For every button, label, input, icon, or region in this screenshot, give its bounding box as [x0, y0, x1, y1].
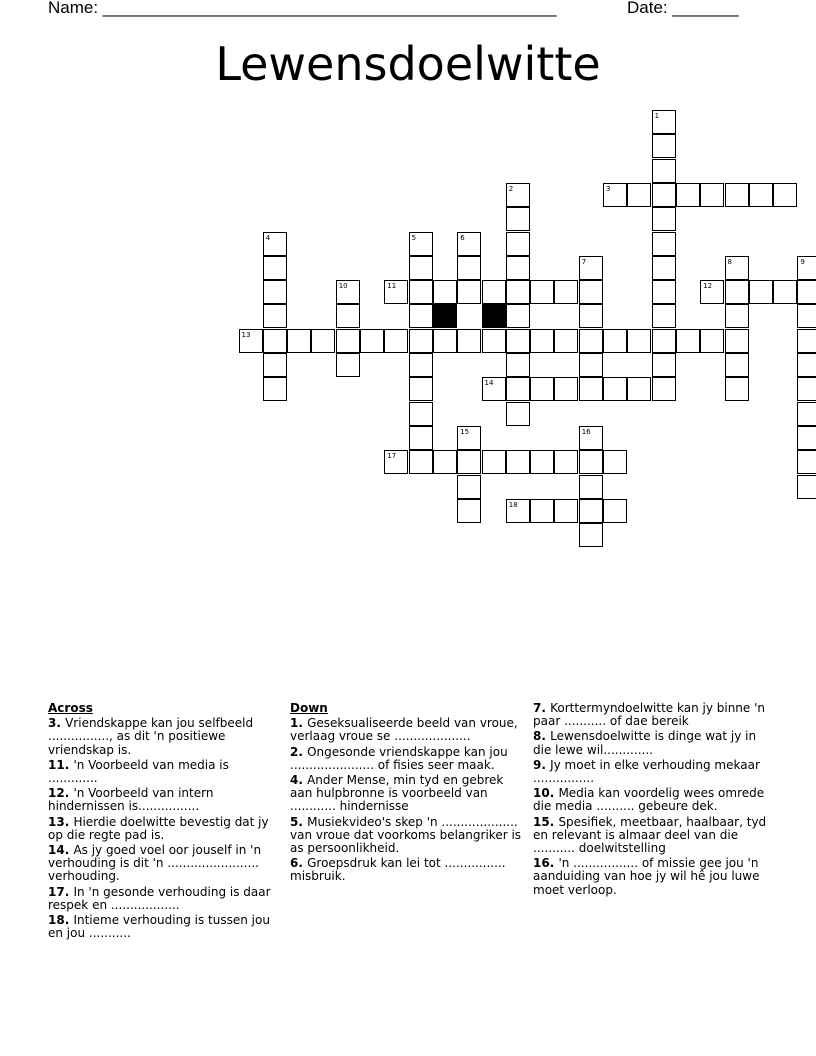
clue-item [48, 844, 278, 884]
across-heading: Across [48, 701, 93, 715]
clue-number: 2 [508, 184, 514, 193]
grid-cell[interactable] [263, 353, 287, 377]
grid-cell[interactable] [336, 353, 360, 377]
grid-cell[interactable] [506, 402, 530, 426]
clue-item [533, 857, 769, 897]
down-clue-list [290, 717, 522, 883]
grid-cell[interactable] [506, 499, 530, 523]
puzzle-title: Lewensdoelwitte [215, 37, 601, 91]
grid-cell[interactable] [506, 183, 530, 207]
clue-number: 7 [581, 257, 587, 266]
grid-cell[interactable] [725, 256, 749, 280]
clue-number: 12 [703, 282, 713, 291]
grid-cell[interactable] [652, 353, 676, 377]
clues-down-column [290, 702, 522, 886]
grid-cell[interactable] [433, 329, 457, 353]
grid-cell[interactable] [506, 207, 530, 231]
clue-item-text: Vriendskappe kan jou selfbeeld ................, as dit 'n positiewe vriendskap is. [48, 716, 254, 757]
clue-item-text: Groepsdruk kan lei tot ................ misbruik. [290, 856, 506, 884]
grid-cell[interactable] [652, 110, 676, 134]
clue-item-text: 'n Voorbeeld van media is ............. [48, 757, 229, 786]
clue-item-text: Ander Mense, min tyd en gebrek aan hulpbronne is voorbeeld van ............ hindernisse [290, 773, 504, 814]
grid-cell[interactable] [652, 207, 676, 231]
clue-number: 9 [800, 257, 805, 266]
clue-item-number: 3. [48, 716, 66, 731]
clue-item [533, 759, 769, 785]
grid-cell[interactable] [506, 280, 530, 304]
clue-number: 10 [338, 282, 348, 291]
grid-cell[interactable] [725, 353, 749, 377]
grid-cell[interactable] [797, 329, 816, 353]
grid-cell[interactable] [457, 426, 481, 450]
grid-cell[interactable] [336, 304, 360, 328]
clues-down-column-continued [533, 702, 769, 899]
clue-item [533, 787, 769, 813]
grid-cell[interactable] [530, 377, 554, 401]
grid-cell[interactable] [409, 329, 433, 353]
grid-cell[interactable] [506, 304, 530, 328]
grid-cell[interactable] [506, 377, 530, 401]
grid-cell[interactable] [506, 450, 530, 474]
grid-cell[interactable] [457, 280, 481, 304]
grid-cell[interactable] [797, 304, 816, 328]
clue-item-text: In 'n gesonde verhouding is daar respek en .................. [48, 884, 271, 912]
grid-cell[interactable] [384, 450, 408, 474]
grid-cell[interactable] [530, 450, 554, 474]
clue-number: 13 [241, 330, 251, 339]
clue-number: 17 [387, 452, 397, 461]
grid-cell[interactable] [506, 256, 530, 280]
clue-number: 3 [606, 184, 611, 193]
grid-cell[interactable] [700, 183, 724, 207]
grid-cell[interactable] [409, 402, 433, 426]
grid-cell[interactable] [652, 183, 676, 207]
clue-item [290, 857, 522, 883]
clue-item-text: Lewensdoelwitte is dinge wat jy in die lewe wil............. [533, 729, 757, 757]
clue-item-text: Jy moet in elke verhouding mekaar ................ [533, 757, 760, 786]
grid-cell[interactable] [287, 329, 311, 353]
grid-cell[interactable] [725, 329, 749, 353]
grid-cell[interactable] [725, 280, 749, 304]
clue-item [533, 702, 769, 728]
clue-item-number: 11. [48, 757, 74, 772]
grid-cell[interactable] [457, 232, 481, 256]
clue-number: 4 [265, 233, 271, 242]
grid-cell[interactable] [336, 280, 360, 304]
clue-item [48, 886, 278, 912]
grid-cell[interactable] [554, 450, 578, 474]
grid-cell[interactable] [263, 232, 287, 256]
clue-item [48, 816, 278, 842]
clue-item-number: 6. [290, 856, 308, 871]
clue-number: 14 [484, 379, 494, 388]
grid-cell[interactable] [409, 377, 433, 401]
grid-cell[interactable] [239, 329, 263, 353]
grid-cell[interactable] [797, 402, 816, 426]
grid-cell[interactable] [506, 329, 530, 353]
grid-cell[interactable] [409, 426, 433, 450]
clue-item-text: Ongesonde vriendskappe kan jou ...................... of fisies seer maak. [290, 744, 508, 772]
clue-item [290, 774, 522, 814]
grid-cell[interactable] [652, 304, 676, 328]
clue-number: 5 [411, 233, 417, 242]
grid-cell[interactable] [579, 304, 603, 328]
clue-item-number: 17. [48, 884, 74, 899]
grid-cell[interactable] [579, 329, 603, 353]
grid-cell-blocked [433, 304, 457, 328]
clue-item-text: 'n ................. of missie gee jou 'n aanduiding van hoe jy wil hê jou luwe moet verloop. [533, 856, 760, 897]
grid-cell[interactable] [384, 329, 408, 353]
clue-item-text: Musiekvideo's skep 'n .................... van vroue dat voorkoms belangriker is as persoonlikheid. [290, 814, 522, 856]
grid-cell[interactable] [627, 183, 651, 207]
clue-item-number: 12. [48, 786, 74, 801]
clue-number: 18 [508, 500, 518, 509]
grid-cell[interactable] [360, 329, 384, 353]
grid-cell[interactable] [797, 280, 816, 304]
clue-item-number: 10. [533, 786, 559, 801]
clue-item-text: Hierdie doelwitte bevestig dat jy op die regte pad is. [48, 814, 269, 842]
grid-cell[interactable] [457, 256, 481, 280]
clue-number: 16 [581, 427, 591, 436]
grid-cell[interactable] [457, 450, 481, 474]
grid-cell[interactable] [263, 304, 287, 328]
name-field-label: Name: ________________________________________________ [48, 0, 557, 17]
clue-item-text: 'n Voorbeeld van intern hindernissen is................ [48, 786, 214, 814]
date-field-label: Date: _______ [627, 0, 739, 17]
grid-cell[interactable] [457, 475, 481, 499]
grid-cell[interactable] [725, 183, 749, 207]
grid-cell[interactable] [773, 280, 797, 304]
grid-cell[interactable] [652, 232, 676, 256]
clue-number: 15 [460, 427, 470, 436]
down-heading: Down [290, 701, 328, 715]
grid-cell[interactable] [676, 183, 700, 207]
grid-cell[interactable] [603, 450, 627, 474]
grid-cell[interactable] [579, 523, 603, 547]
clue-item-number: 5. [290, 814, 308, 829]
down-clue-list-continued [533, 702, 769, 897]
clue-number: 11 [387, 282, 397, 291]
clues-across-column [48, 702, 278, 942]
grid-cell[interactable] [773, 183, 797, 207]
grid-cell[interactable] [530, 499, 554, 523]
grid-cell[interactable] [579, 426, 603, 450]
grid-cell[interactable] [554, 280, 578, 304]
clue-item-number: 16. [533, 856, 559, 871]
grid-cell[interactable] [506, 232, 530, 256]
grid-cell[interactable] [652, 256, 676, 280]
grid-cell[interactable] [749, 280, 773, 304]
grid-cell[interactable] [433, 280, 457, 304]
grid-cell[interactable] [579, 450, 603, 474]
clue-item-number: 1. [290, 716, 308, 731]
clue-number: 8 [727, 257, 732, 266]
clue-item-text: Geseksualiseerde beeld van vroue, verlaag vroue se .................... [290, 716, 518, 744]
grid-cell[interactable] [409, 304, 433, 328]
grid-cell[interactable] [749, 183, 773, 207]
clue-item-text: Spesifiek, meetbaar, haalbaar, tyd en relevant is almaar deel van die ........... doelwitstelling [533, 814, 767, 856]
grid-cell[interactable] [652, 329, 676, 353]
grid-cell[interactable] [579, 475, 603, 499]
clue-item [48, 914, 278, 940]
clue-item [533, 730, 769, 756]
grid-cell[interactable] [603, 183, 627, 207]
grid-cell[interactable] [797, 377, 816, 401]
clue-item-number: 4. [290, 773, 308, 788]
grid-cell[interactable] [603, 377, 627, 401]
grid-cell[interactable] [579, 377, 603, 401]
clue-item [290, 816, 522, 856]
grid-cell[interactable] [603, 329, 627, 353]
grid-cell[interactable] [554, 329, 578, 353]
grid-cell[interactable] [409, 353, 433, 377]
grid-cell[interactable] [409, 232, 433, 256]
clue-item [48, 787, 278, 813]
grid-cell[interactable] [725, 377, 749, 401]
grid-cell[interactable] [579, 280, 603, 304]
grid-cell[interactable] [506, 353, 530, 377]
grid-cell[interactable] [336, 329, 360, 353]
grid-cell[interactable] [482, 280, 506, 304]
grid-cell[interactable] [700, 329, 724, 353]
grid-cell[interactable] [530, 280, 554, 304]
grid-cell[interactable] [676, 329, 700, 353]
grid-cell[interactable] [554, 499, 578, 523]
clue-item-number: 8. [533, 729, 551, 744]
grid-cell-blocked [482, 304, 506, 328]
clue-item-number: 2. [290, 744, 308, 759]
clue-item-text: Media kan voordelig wees omrede die media .......... gebeure dek. [533, 786, 765, 814]
grid-cell[interactable] [652, 280, 676, 304]
grid-cell[interactable] [627, 329, 651, 353]
grid-cell[interactable] [797, 353, 816, 377]
grid-cell[interactable] [652, 377, 676, 401]
clue-item [48, 759, 278, 785]
clue-item [290, 717, 522, 743]
grid-cell[interactable] [579, 353, 603, 377]
clue-item-number: 14. [48, 843, 74, 858]
clue-item [533, 816, 769, 856]
grid-cell[interactable] [579, 499, 603, 523]
grid-cell[interactable] [652, 159, 676, 183]
grid-cell[interactable] [409, 280, 433, 304]
grid-cell[interactable] [263, 280, 287, 304]
grid-cell[interactable] [263, 256, 287, 280]
grid-cell[interactable] [384, 280, 408, 304]
grid-cell[interactable] [554, 377, 578, 401]
grid-cell[interactable] [797, 450, 816, 474]
clue-item-text: Korttermyndoelwitte kan jy binne 'n paar ........... of dae bereik [533, 701, 766, 729]
grid-cell[interactable] [725, 304, 749, 328]
grid-cell[interactable] [482, 450, 506, 474]
grid-cell[interactable] [263, 329, 287, 353]
grid-cell[interactable] [797, 426, 816, 450]
clue-item [48, 717, 278, 757]
clue-item-number: 13. [48, 814, 74, 829]
grid-cell[interactable] [530, 329, 554, 353]
grid-cell[interactable] [311, 329, 335, 353]
clue-item-number: 15. [533, 814, 559, 829]
grid-cell[interactable] [433, 450, 457, 474]
grid-cell[interactable] [797, 256, 816, 280]
clue-item-number: 7. [533, 701, 551, 715]
grid-cell[interactable] [263, 377, 287, 401]
grid-cell[interactable] [482, 377, 506, 401]
grid-cell[interactable] [457, 329, 481, 353]
grid-cell[interactable] [579, 256, 603, 280]
clue-item-text: As jy goed voel oor jouself in 'n verhouding is dit 'n ........................ verhouding. [48, 843, 262, 884]
grid-cell[interactable] [409, 256, 433, 280]
grid-cell[interactable] [482, 329, 506, 353]
grid-cell[interactable] [603, 499, 627, 523]
clue-number: 1 [654, 112, 660, 120]
grid-cell[interactable] [409, 450, 433, 474]
clue-item [290, 746, 522, 772]
clue-number: 6 [460, 233, 465, 242]
clue-item-number: 9. [533, 757, 551, 772]
grid-cell[interactable] [700, 280, 724, 304]
clue-item-text: Intieme verhouding is tussen jou en jou ........... [48, 913, 270, 941]
across-clue-list [48, 717, 278, 940]
grid-cell[interactable] [652, 134, 676, 158]
clue-item-number: 18. [48, 913, 74, 928]
grid-cell[interactable] [627, 377, 651, 401]
grid-cell[interactable] [457, 499, 481, 523]
grid-cell[interactable] [797, 475, 816, 499]
